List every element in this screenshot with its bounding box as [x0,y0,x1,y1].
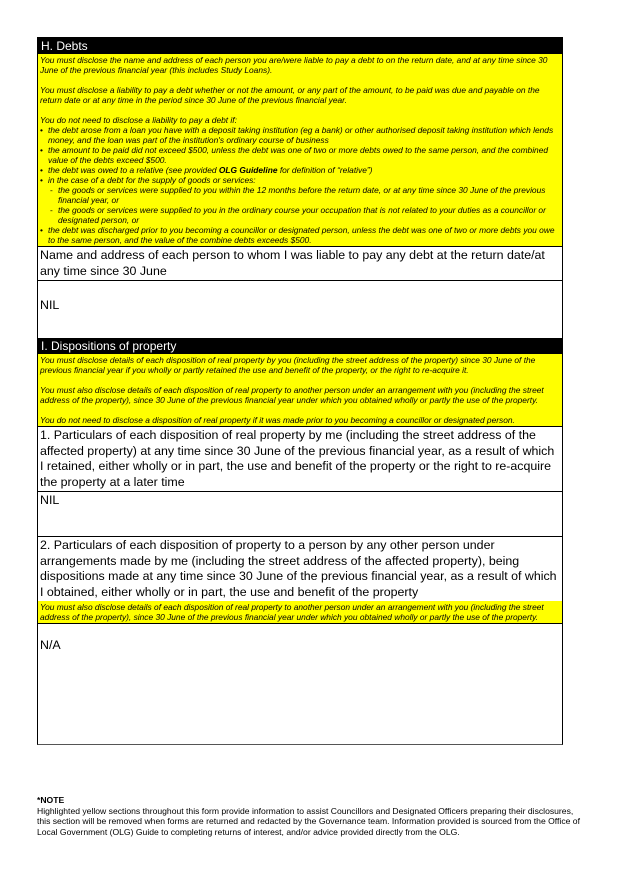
note-heading: *NOTE [37,795,65,805]
list-item: • in the case of a debt for the supply of goods or services: [40,175,256,185]
dispositions-question-2: 2. Particulars of each disposition of property to a person by any other person under arrangements made by me (including the street address of the affected property), being dispositions made at any time since 30 June of the previous financial year, as a result of which I obtained, either wholly or in part, the use and benefit of the property [38,536,562,601]
debts-guidance [38,54,562,246]
list-item: • the debt was discharged prior to you becoming a councillor or designated person, unless the debt was one of two or more debts you owe to the same person, and the value of the combine debts exceeds $500. [40,225,555,245]
olg-guideline-reference: OLG Guideline [218,165,278,175]
list-item: • the debt arose from a loan you have with a deposit taking institution (eg a bank) or other authorised deposit taking institution which lends money, and the loan was part of the institution's ordinary course of business [40,125,554,145]
dispositions-answer-1-field[interactable]: NIL [38,491,562,536]
sub-list-item: - the goods or services were supplied to you within the 12 months before the return date, or at any time since 30 June of the previous financial year, or [50,185,546,205]
dispositions-q2-guidance: You must also disclose details of each disposition of real property to another person under an arrangement with you (including the street address of the property), since 30 June of the previous financial year under which you obtained wholly or partly the use of the property. [38,601,562,623]
footnote [37,795,582,837]
debts-intro-2: You must disclose a liability to pay a debt whether or not the amount, or any part of the amount, to be paid was due and payable on the return date or at any time in the period since 30 June of the previous financial year. [40,85,540,105]
dispositions-answer-2-field[interactable]: N/A [38,623,562,744]
sub-list-item: - the goods or services were supplied to you in the ordinary course your occupation that is not related to your duties as a councillor or designated person, or [50,205,546,225]
dispositions-intro-2: You must also disclose details of each disposition of real property to another person under an arrangement with you (including the street address of the property), since 30 June of the previous financial year under which you obtained wholly or partly the use of the property. [40,385,544,405]
debts-answer-field[interactable]: NIL [38,280,562,338]
section-header-dispositions: I. Dispositions of property [38,338,562,354]
dispositions-intro-1: You must disclose details of each disposition of real property by you (including the street address of the property) since 30 June of the previous financial year if you wholly or partly retained the use and benefit of the property, or the right to re-acquire it. [40,355,536,375]
dispositions-intro-3: You do not need to disclose a disposition of real property if it was made prior to you becoming a councillor or designated person. [40,415,515,425]
note-text: Highlighted yellow sections throughout this form provide information to assist Councillors and Designated Officers preparing their disclosures, this section will be removed when forms are returned and redacted by the Governance team. Information provided is sourced from the Office of Local Government (OLG) Guide to completing returns of interest, and/or advice provided directly from the OLG. [37,805,580,837]
disclosure-form [37,37,563,745]
dispositions-question-1: 1. Particulars of each disposition of real property by me (including the street address of the affected property) at any time since 30 June of the previous financial year, as a result of which I retained, either wholly or in part, the use and benefit of the property or the right to re-acquire the property at a later time [38,426,562,491]
section-header-debts: H. Debts [38,38,562,54]
debts-intro-1: You must disclose the name and address of each person you are/were liable to pay a debt to on the return date, and at any time since 30 June of the previous financial year (this includes Study Loans). [40,55,548,75]
list-item: • the amount to be paid did not exceed $500, unless the debt was one of two or more debts owed to the same person, and the combined value of the debts exceed $500. [40,145,549,165]
list-item: • the debt was owed to a relative (see provided OLG Guideline for definition of “relative”) [40,165,373,175]
debts-question: Name and address of each person to whom I was liable to pay any debt at the return date/at any time since 30 June [38,246,562,280]
dispositions-guidance [38,354,562,426]
debts-intro-3: You do not need to disclose a liability to pay a debt if: [40,115,237,125]
